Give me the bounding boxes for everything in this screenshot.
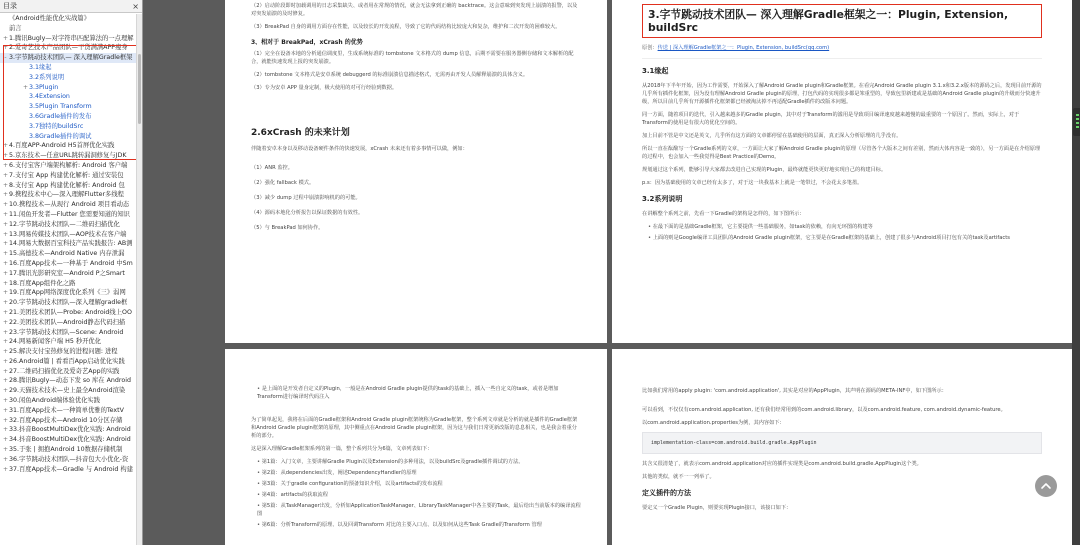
toc-label: 14.网易大数据百宝科技产品实践报告: AB测 <box>9 240 133 248</box>
bullet-item: • 在最下面的是基础Gradle框架，它主要提供一些基础服务，如task的依赖，有向无环图的构建等 <box>648 223 1042 231</box>
toc-scrollbar-thumb[interactable] <box>138 54 141 124</box>
toc-label: 1.腾讯Bugly—对字符串匹配算法的一点理解 <box>9 34 134 42</box>
expand-icon[interactable]: + <box>2 289 9 297</box>
toc-label: 19.百度App网络深度优化系列《三》弱网 <box>9 289 126 297</box>
toc-label: 36.字节跳动技术团队—抖音包大小优化-资 <box>9 455 129 463</box>
bullet-item: • 第1篇：入门文章，主要讲解Gradle Plugin以及Extension的多种用法，以及buildSrc及gradle插件调试的方法。 <box>257 458 581 466</box>
bullet-item: • 第3篇：关于gradle configuration的预备知识介绍，以及artifacts的发布流程 <box>257 480 581 488</box>
bullet-item: • 第5篇：从TaskManager出发，分析如ApplicationTaskManager、LibraryTaskManager中各主要的Task，最后给出当前版本的编译流程图 <box>257 502 581 518</box>
paragraph: 规划通过这个系列，能够引导大家都去改进自己实现的Plugin，最终就能更快更好地实现自己的构建目标。 <box>642 167 887 173</box>
section-heading: 3、相对于 BreakPad，xCrash 的优势 <box>251 39 363 46</box>
paragraph: （1）完全在设备本地的分析通信调度里，生成系统标准的 tombstone 文本格式的 dump 信息，后期不需要在服务器侧存储和文本解析的配合，就能快速发现上报的突发崩溃。 <box>251 51 574 65</box>
list-item: （4）源码本地化分析报告以保证数据的有效性。 <box>251 210 364 216</box>
toc-label: 27.二维码扫描优化及爱奇艺App的实践 <box>9 367 120 375</box>
toc-item[interactable] <box>0 259 137 269</box>
expand-icon[interactable]: + <box>2 191 9 199</box>
expand-icon[interactable]: + <box>2 259 9 267</box>
toc-item[interactable] <box>0 298 137 308</box>
expand-icon[interactable]: + <box>2 397 9 405</box>
expand-icon[interactable]: + <box>2 171 9 179</box>
collapse-icon[interactable]: - <box>4 54 7 62</box>
toc-item[interactable] <box>0 396 137 406</box>
toc-label: 24.网易新闻客户端 H5 秒开优化 <box>9 338 102 346</box>
chevron-up-icon <box>1040 480 1052 492</box>
section-heading: 定义插件的方法 <box>642 489 691 497</box>
expand-icon[interactable]: + <box>2 210 9 218</box>
paragraph: 在讲解整个系列之前，先看一下Gradle的架构是怎样的，如下图所示： <box>642 211 805 217</box>
toc-item[interactable] <box>0 376 137 386</box>
toc-subitem[interactable] <box>0 83 137 93</box>
expand-icon[interactable]: + <box>2 44 9 52</box>
toc-label: 3.字节跳动技术团队— 深入理解Gradle框架 <box>9 54 133 62</box>
expand-icon[interactable]: + <box>2 269 9 277</box>
toc-label: 13.网易传媒技术团队—AOP技术在客户端 <box>9 230 127 238</box>
bullet-item: • 是上面的是开发者自定义的Plugin，一般是在Android Gradle plugin提供的task的基础上，插入一些自定义的task，或者是增加Transform进行编译时代码注入 <box>257 385 581 401</box>
paragraph: 要定义一个Gradle Plugin，则要实现Plugin接口，该接口如下： <box>642 505 792 511</box>
expand-icon[interactable]: + <box>22 83 29 91</box>
expand-icon[interactable]: + <box>2 426 9 434</box>
expand-icon[interactable]: + <box>2 328 9 336</box>
toc-label: 32.百度App技术—Android 10分区存储 <box>9 416 123 424</box>
toc-label: 10.携程技术—从现行 Android 项目看动态 <box>9 201 130 209</box>
toc-item[interactable] <box>0 151 137 161</box>
expand-icon[interactable]: + <box>2 152 9 160</box>
toc-item[interactable] <box>0 445 137 455</box>
scroll-top-button[interactable] <box>1035 475 1057 497</box>
paragraph: 这是深入理解Gradle框架系列的第一篇，整个系列共分为6篇，文章列表如下： <box>251 446 433 452</box>
list-item: （1）ANR 监控。 <box>251 165 293 171</box>
paragraph: 伴随着安卓本身以及移动设备硬件条件的快速发展，xCrash 未来还有着多事情可以做，例如： <box>251 146 468 152</box>
toc-label: 3.6Gradle插件的发布 <box>29 112 92 120</box>
page-bottom-left <box>225 349 607 545</box>
toc-label: 26.Android篇 | 看看百App启动优化实践 <box>9 357 125 365</box>
bullet-item: • 第4篇：artifacts的获取流程 <box>257 491 581 499</box>
toc-item[interactable] <box>0 406 137 416</box>
bullet-item: • 上面的则是Google编译工具团队的Android Gradle plugin框架，它主要是在Gradle框架的基础上，创建了很多与Android项目打包有关的task及artifacts <box>648 234 1042 242</box>
expand-icon[interactable]: + <box>2 416 9 424</box>
toc-subitem[interactable] <box>0 92 137 102</box>
expand-icon[interactable]: + <box>2 455 9 463</box>
toc-scrollbar[interactable] <box>136 14 142 545</box>
expand-icon[interactable]: + <box>2 406 9 414</box>
toc-label: 33.抖音BoostMultiDex优化实践: Android <box>9 426 131 434</box>
toc-label: 22.美团技术团队—Android静态代码扫描 <box>9 318 126 326</box>
expand-icon[interactable]: + <box>2 338 9 346</box>
paragraph: （2）启动阶段即时加载调用的日志采集缺失、或者用在常规的情况，就会无法拿到正确的 backtrace。这会意味到突发现上崩溃的报警，以及对突发崩溃的及时修复。 <box>251 3 578 17</box>
toc-list <box>0 14 137 545</box>
toc-label: 28.腾讯Bugly—动态下发 so 库在 Android <box>9 377 131 385</box>
bullet-item: • 第6篇：分析Transform的原理、以及回调Transform 对比的主要入口点、以及如何从这些Task Gradle的Transform 管理 <box>257 521 581 529</box>
toc-item[interactable] <box>0 308 137 318</box>
paragraph: 加上目前不管是中文还是英文，几乎所有这方面的文章都停留在基础使用的层面，真正深入分析原理的几乎没有。 <box>642 133 902 139</box>
toc-item[interactable] <box>0 318 137 328</box>
side-tab[interactable] <box>1073 108 1080 136</box>
toc-label: 3.4Extension <box>29 93 70 101</box>
toc-item[interactable] <box>0 416 137 426</box>
toc-item[interactable] <box>0 24 137 34</box>
expand-icon[interactable]: + <box>2 299 9 307</box>
toc-label: 8.支付宝 App 构建优化解析: Android 包 <box>9 181 125 189</box>
toc-item[interactable] <box>0 328 137 338</box>
list-item: （5）与 BreakPad 如何协作。 <box>251 225 324 231</box>
toc-label: 2.爱奇艺技术产品团队—干货满满APP瘦身 <box>9 44 128 52</box>
source-prefix: 原创： <box>642 45 658 51</box>
page-top-right <box>612 0 1072 343</box>
close-icon[interactable]: × <box>132 2 139 11</box>
toc-item[interactable] <box>0 190 137 200</box>
toc-label: 3.8Gradle插件的调试 <box>29 132 92 140</box>
toc-label: 7.支付宝 App 构建优化解析: 通过安装包 <box>9 171 124 179</box>
section-heading: 2.6xCrash 的未来计划 <box>251 128 350 138</box>
toc-label: 17.腾讯光影研究室—Android P之Smart <box>9 269 125 277</box>
expand-icon[interactable]: + <box>2 436 9 444</box>
toc-subitem[interactable] <box>0 112 137 122</box>
toc-item[interactable] <box>0 435 137 445</box>
toc-label: 5.京东技术—任意URL跳转漏洞修复与JDK <box>9 152 127 160</box>
toc-label: 34.抖音BoostMultiDex优化实践: Android <box>9 436 131 444</box>
expand-icon[interactable]: + <box>2 465 9 473</box>
list-item: （2）强化 fallback 模式。 <box>251 180 315 186</box>
toc-subitem[interactable] <box>0 63 137 73</box>
paragraph: 从2018年下半年开始，因为工作需要，开始深入了解Android Gradle plugin和Gradle框架。在看完Android Gradle plugin 3.1.x和3.2.x版本的源码之后，发现目前开源的几乎所有插件化框架，因为没有理解Android Gradle plugin的原理，打包代码的实现很多都是笨重型的，导致包里新建或是基础的Android Gradle plugin的升级而分快速升级，所以目前几乎所有开源插件化框架都已经被淘汰掉不再适配Gradle插件的改版本问题。 <box>642 83 1042 105</box>
toc-label: 37.百度App技术—Gradle 与 Android 构建 <box>9 465 133 473</box>
expand-icon[interactable]: + <box>2 279 9 287</box>
divider <box>642 58 1042 59</box>
expand-icon[interactable]: + <box>2 348 9 356</box>
expand-icon[interactable]: + <box>2 367 9 375</box>
expand-icon[interactable]: + <box>2 240 9 248</box>
toc-label: 3.5Plugin Transform <box>29 103 92 111</box>
toc-subitem[interactable] <box>0 102 137 112</box>
toc-item[interactable] <box>0 386 137 396</box>
expand-icon[interactable]: + <box>2 318 9 326</box>
paragraph: （3）专为安卓 APP 量身定制，极大使用的对可行经验到数据。 <box>251 85 398 91</box>
toc-label: 前言 <box>9 24 22 32</box>
indicator-dot <box>1076 118 1079 120</box>
code-block: implementation-class=com.android.build.gradle.AppPlugin <box>642 432 1042 454</box>
title-highlight-box <box>642 4 1042 38</box>
expand-icon[interactable]: + <box>2 357 9 365</box>
expand-icon[interactable]: + <box>2 181 9 189</box>
paragraph: 其他的类似，就不一一列举了。 <box>642 474 715 480</box>
toc-item[interactable] <box>0 43 137 53</box>
paragraph: （2）tombstone 文本格式是安卓系统 debuggerd 的标准崩溃信息描述格式，无需再由开发人员解释崩溃的具体含义。 <box>251 72 529 78</box>
toc-label: 3.1缘起 <box>29 63 52 71</box>
toc-label: 9.携程技术中心—深入理解Flutter多线程 <box>9 191 124 199</box>
document-title: 3.字节跳动技术团队— 深入理解Gradle框架之一：Plugin, Extension, buildSrc <box>648 8 1009 34</box>
toc-item[interactable] <box>0 239 137 249</box>
expand-icon[interactable]: + <box>2 387 9 395</box>
toc-label: 《Android性能优化实战篇》 <box>9 15 91 22</box>
toc-item[interactable] <box>0 34 137 44</box>
paragraph: 其含义很清楚了，就表示com.android.application对应的插件实现类是com.android.build.gradle.AppPlugin这个类。 <box>642 461 922 467</box>
toc-label: 12.字节跳动技术团队—二维码扫描优化 <box>9 220 120 228</box>
toc-label: 3.2系列说明 <box>29 73 65 81</box>
toc-label: 35.于张 | 拥抱Android 10数据存储机制 <box>9 446 123 454</box>
toc-title: 目录 <box>3 2 17 10</box>
right-edge-panel <box>1072 0 1080 545</box>
toc-item[interactable] <box>0 269 137 279</box>
paragraph: p.s：因为基础使用的文章已经有太多了，对于这一块我基本上就是一笔带过，不会花太多笔墨。 <box>642 180 863 186</box>
toc-label: 3.3Plugin <box>29 83 59 91</box>
section-heading: 3.2系列说明 <box>642 195 683 203</box>
paragraph: 所以一直在酝酿写一个Gradle系列的文章，一方面让大家了解Android Gradle plugin的原理（尽管各个大版本之间有差别，然而大体内容是一致的），另一方面是在介绍原理的过程中，也会加入一些我觉得是Best Practice的Demo。 <box>642 146 1041 160</box>
toc-label: 29.天猫技术技术—史上最全Android渲染 <box>9 387 126 395</box>
toc-subitem[interactable] <box>0 73 137 83</box>
expand-icon[interactable]: + <box>2 161 9 169</box>
toc-label: 16.百度App技术—一种基于 Android 中Sm <box>9 259 133 267</box>
toc-subitem[interactable] <box>0 122 137 132</box>
toc-sidebar <box>0 0 143 545</box>
toc-label: 15.高德技术—Android Native 内存泄漏 <box>9 250 125 258</box>
toc-label: 4.百度APP-Android H5首屏优化实践 <box>9 142 115 150</box>
toc-item[interactable] <box>0 200 137 210</box>
toc-item[interactable] <box>0 357 137 367</box>
toc-label: 11.闲鱼开发者—Flutter 您需要知道的知识 <box>9 210 130 218</box>
toc-item[interactable] <box>0 161 137 171</box>
expand-icon[interactable]: + <box>2 201 9 209</box>
toc-subitem[interactable] <box>0 132 137 142</box>
toc-label: 30.闲鱼Android端体验优化实践 <box>9 397 101 405</box>
toc-label: 6.支付宝客户端架构解析: Android 客户端 <box>9 161 128 169</box>
toc-item[interactable] <box>0 210 137 220</box>
toc-item[interactable] <box>0 141 137 151</box>
expand-icon[interactable]: + <box>2 377 9 385</box>
expand-icon[interactable]: + <box>2 142 9 150</box>
page-bottom-right <box>612 349 1072 545</box>
source-line <box>642 44 1042 51</box>
toc-item[interactable] <box>0 337 137 347</box>
toc-header <box>0 0 142 13</box>
toc-item[interactable] <box>0 367 137 377</box>
page-top-left <box>225 0 607 343</box>
toc-item[interactable] <box>0 465 137 475</box>
toc-item[interactable] <box>0 220 137 230</box>
indicator-dot <box>1076 122 1079 124</box>
toc-label: 21.美团技术团队—Probe: Android线上OO <box>9 308 132 316</box>
expand-icon[interactable]: + <box>2 446 9 454</box>
expand-icon[interactable]: + <box>2 220 9 228</box>
paragraph: 以com.android.application.properties为例，其内容如下： <box>642 420 785 426</box>
toc-item[interactable] <box>0 14 137 24</box>
toc-label: 3.7独特的buildSrc <box>29 122 84 130</box>
list-item: （3）减少 dump 过程中崩溃影响机的的可能。 <box>251 195 361 201</box>
bullet-item: • 第2篇：从dependencies出发，阐述DependencyHandler的原理 <box>257 469 581 477</box>
expand-icon[interactable]: + <box>2 34 9 42</box>
toc-item[interactable] <box>0 53 137 63</box>
toc-item[interactable] <box>0 347 137 357</box>
toc-item[interactable] <box>0 288 137 298</box>
paragraph: （3）BreakPad 自身的调用方面存在性能，以及较长的开发流程，导致了它的代码结构比较庞大和复杂，维护和二次开发的困难较大。 <box>251 24 561 30</box>
section-heading: 3.1缘起 <box>642 67 669 75</box>
toc-item[interactable] <box>0 230 137 240</box>
expand-icon[interactable]: + <box>2 250 9 258</box>
toc-label: 25.解决支付宝热修复的进程问题: 进程 <box>9 348 118 356</box>
toc-label: 31.百度App技术—一种简单优雅的TextV <box>9 406 124 414</box>
toc-item[interactable] <box>0 279 137 289</box>
toc-item[interactable] <box>0 171 137 181</box>
toc-label: 18.百度App组件化之路 <box>9 279 76 287</box>
toc-label: 20.字节跳动技术团队—深入理解gradle框 <box>9 299 128 307</box>
paragraph: 可以看到，不仅仅有com.android.application, 还有我们经常用到的com.android.library，以及com.android.feature, com.android.dynamic-feature。 <box>642 407 1006 413</box>
paragraph: 同一方面，随着项目的迭代，引入越来越多的Gradle plugin，其中对于Transform的滥用是导致项目编译速度越来越慢的最重要的一个原因了。然而，实际上，对于Transform的使用是有很大的优化空间的。 <box>642 112 1020 126</box>
indicator-dot <box>1076 126 1079 128</box>
paragraph: 为了简单起见，我将在后面的Gradle框架和Android Gradle plugin框架统称为Gradle框架，整个系列文章就是分析的就是插件的Gradle框架和Android Gradle plugin框架的原理，其中侧重点在Android Gradle plugin框架，因为这与我们日常更新改版的息息相关，也是我会着重分析的部分。 <box>251 417 578 439</box>
toc-item[interactable] <box>0 249 137 259</box>
expand-icon[interactable]: + <box>2 230 9 238</box>
toc-item[interactable] <box>0 181 137 191</box>
expand-icon[interactable]: + <box>2 308 9 316</box>
toc-label: 23.字节跳动技术团队—Scene: Android <box>9 328 124 336</box>
toc-item[interactable] <box>0 425 137 435</box>
source-link[interactable]: 传送 | 深入理解Gradle框架之一：Plugin, Extension, buildSrc(qq.com) <box>657 45 830 51</box>
toc-item[interactable] <box>0 455 137 465</box>
paragraph: 比如我们常用的apply plugin: 'com.android.application', 其实是对应的AppPlugin，其声明在源码的META-INF中，如下图所示： <box>642 388 947 394</box>
document-viewer[interactable] <box>143 0 1072 545</box>
indicator-dot <box>1076 114 1079 116</box>
